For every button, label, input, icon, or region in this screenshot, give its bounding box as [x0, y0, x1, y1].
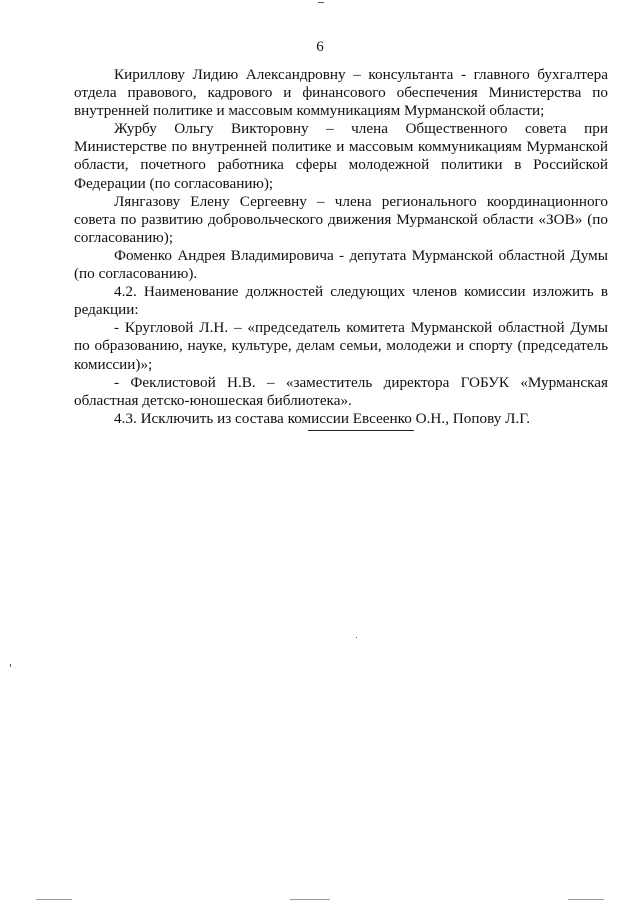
- footer-rule-middle: [290, 899, 330, 900]
- footer-rule-left: [36, 899, 72, 900]
- clause-4-2-paragraph: 4.2. Наименование должностей следующих членов комиссии изложить в редакции:: [74, 283, 608, 319]
- member-kirillova-paragraph: Кириллову Лидию Александровну – консультанта - главного бухгалтера отдела правового, кадрового и финансового обеспечения Министерства по внутренней политике и массовым коммуникациям Мурманской области;: [74, 66, 608, 120]
- scan-speck: [356, 637, 357, 638]
- kruglova-position-paragraph: - Кругловой Л.Н. – «председатель комитета Мурманской областной Думы по образованию, науке, культуре, делам семьи, молодежи и спорту (председатель комиссии)»;: [74, 319, 608, 373]
- clause-4-3-paragraph: 4.3. Исключить из состава комиссии Евсеенко О.Н., Попову Л.Г.: [114, 409, 531, 427]
- member-zhurba-paragraph: Журбу Ольгу Викторовну – члена Общественного совета при Министерстве по внутренней политике и массовым коммуникациям Мурманской области, почетного работника сферы молодежной политики в Российской Федерации (по согласованию);: [74, 120, 608, 192]
- footer-rule-right: [568, 899, 604, 900]
- end-divider: [308, 430, 414, 431]
- document-body: [74, 66, 608, 428]
- member-fomenko-paragraph: Фоменко Андрея Владимировича - депутата Мурманской областной Думы (по согласованию).: [74, 246, 608, 283]
- feklistova-position-paragraph: - Феклистовой Н.В. – «заместитель директора ГОБУК «Мурманская областная детско-юношеская библиотека».: [74, 373, 608, 409]
- page-number: 6: [316, 39, 324, 55]
- member-lyangazova-paragraph: Лянгазову Елену Сергеевну – члена регионального координационного совета по развитию добровольческого движения Мурманской области «ЗОВ» (по согласованию);: [74, 192, 608, 246]
- scan-speck: [318, 2, 324, 3]
- scan-speck: [10, 664, 11, 667]
